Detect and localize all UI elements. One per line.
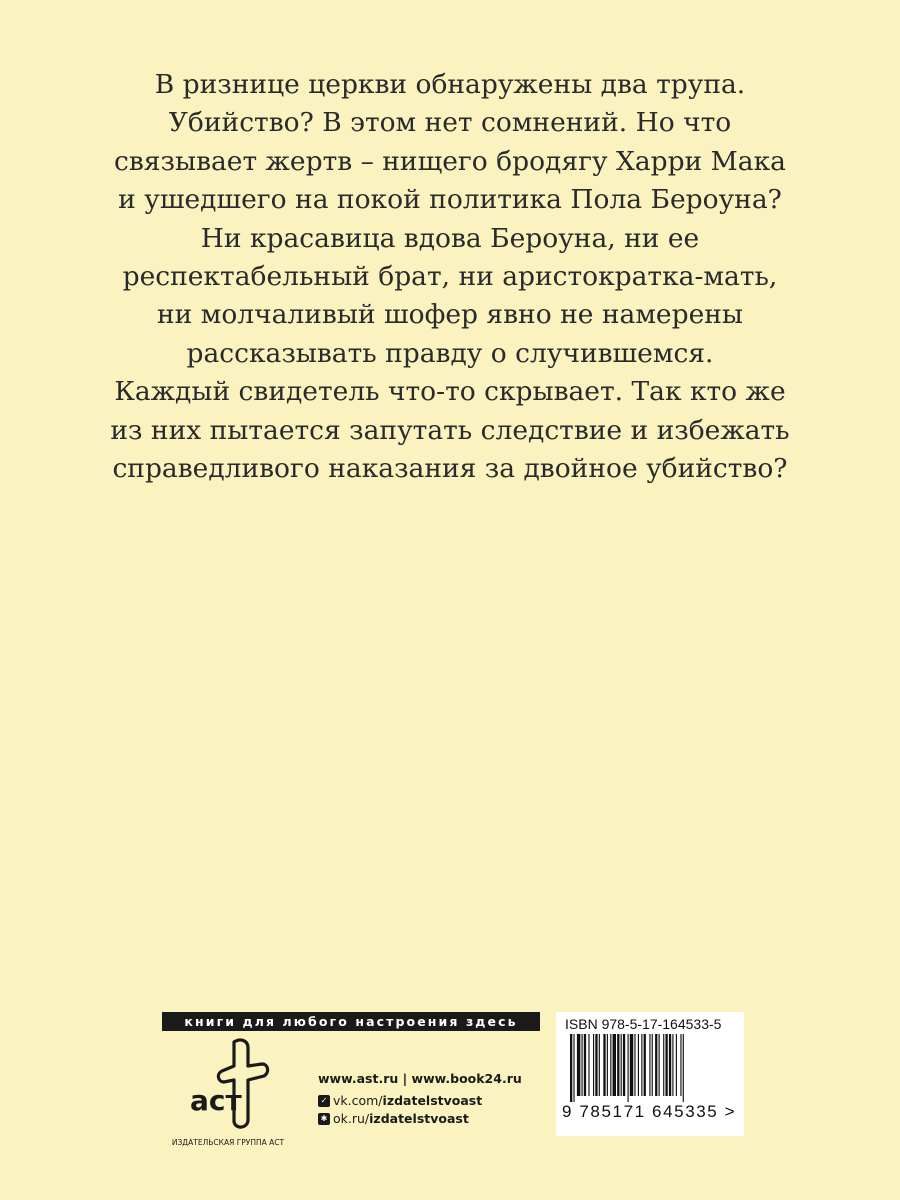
barcode-bar — [603, 1034, 605, 1096]
ok-handle: izdatelstvoast — [369, 1111, 469, 1126]
barcode-bar — [610, 1034, 611, 1096]
publisher-name: ИЗДАТЕЛЬСКАЯ ГРУППА АСТ — [171, 1138, 285, 1147]
barcode-bar — [593, 1034, 594, 1096]
websites-link[interactable]: www.ast.ru | www.book24.ru — [318, 1071, 522, 1086]
barcode-bar — [665, 1034, 667, 1096]
barcode-bar — [676, 1034, 677, 1096]
barcode-bar — [617, 1034, 619, 1096]
ast-logo — [162, 1036, 292, 1136]
barcode-bar — [584, 1034, 586, 1096]
barcode-bar — [621, 1034, 622, 1096]
vk-link[interactable] — [318, 1092, 522, 1110]
ast-logo-icon — [190, 1036, 270, 1136]
barcode-bar — [649, 1034, 650, 1096]
barcode-bar — [573, 1034, 574, 1102]
publisher-links — [318, 1070, 522, 1128]
barcode-bar — [680, 1034, 681, 1096]
barcode-bar — [577, 1034, 580, 1096]
blurb-line: справедливого наказания за двойное убийство? — [112, 453, 788, 485]
blurb-line: Каждый свидетель что-то скрывает. Так кто же — [114, 376, 786, 408]
barcode-bar — [669, 1034, 671, 1096]
blurb-line: респектабельный брат, ни аристократка-мать, — [122, 261, 778, 293]
blurb-text — [80, 66, 820, 488]
blurb-line: ни молчаливый шофер явно не намерены — [156, 299, 744, 331]
barcode-bar — [588, 1034, 589, 1096]
blurb-line: В ризнице церкви обнаружены два трупа. — [154, 69, 746, 100]
barcode — [562, 1034, 738, 1102]
barcode-bar — [582, 1034, 583, 1096]
vk-prefix: vk.com/ — [333, 1093, 383, 1108]
barcode-digits: 9 785171 645335 > — [562, 1102, 737, 1121]
barcode-bar — [663, 1034, 664, 1096]
isbn-label: ISBN 978-5-17-164533-5 — [565, 1016, 722, 1032]
barcode-bar — [644, 1034, 646, 1096]
barcode-bar — [655, 1034, 657, 1096]
blurb-line: Убийство? В этом нет сомнений. Но что — [168, 107, 732, 139]
barcode-bar — [683, 1034, 684, 1102]
barcode-bar — [641, 1034, 642, 1096]
ok-icon: ✱ — [318, 1113, 330, 1125]
ast-logo-text: аст — [190, 1084, 242, 1117]
barcode-bar — [672, 1034, 673, 1096]
barcode-bar — [623, 1034, 625, 1096]
barcode-bar — [628, 1034, 629, 1102]
barcode-bar — [570, 1034, 572, 1102]
barcode-bar — [659, 1034, 660, 1096]
ok-prefix: ok.ru/ — [333, 1111, 370, 1126]
barcode-bar — [607, 1034, 608, 1096]
barcode-bar — [652, 1034, 653, 1096]
barcode-box — [556, 1012, 744, 1136]
blurb-line: рассказывать правду о случившемся. — [186, 337, 714, 369]
blurb-line: и ушедшего на покой политика Пола Бероуна? — [118, 184, 782, 216]
barcode-bar — [630, 1034, 633, 1096]
ok-link[interactable] — [318, 1110, 522, 1128]
barcode-bar — [613, 1034, 616, 1096]
tagline-bar: книги для любого настроения здесь — [162, 1012, 540, 1031]
barcode-bar — [634, 1034, 635, 1096]
blurb-line: из них пытается запутать следствие и избежать — [110, 414, 790, 446]
barcode-bar — [638, 1034, 639, 1096]
blurb-line: связывает жертв – нищего бродягу Харри Мака — [114, 145, 786, 177]
vk-icon: ✓ — [318, 1095, 330, 1107]
barcode-bar — [599, 1034, 600, 1096]
blurb-line: Ни красавица вдова Бероуна, ни ее — [200, 222, 700, 254]
barcode-bar — [595, 1034, 597, 1096]
vk-handle: izdatelstvoast — [382, 1093, 483, 1108]
